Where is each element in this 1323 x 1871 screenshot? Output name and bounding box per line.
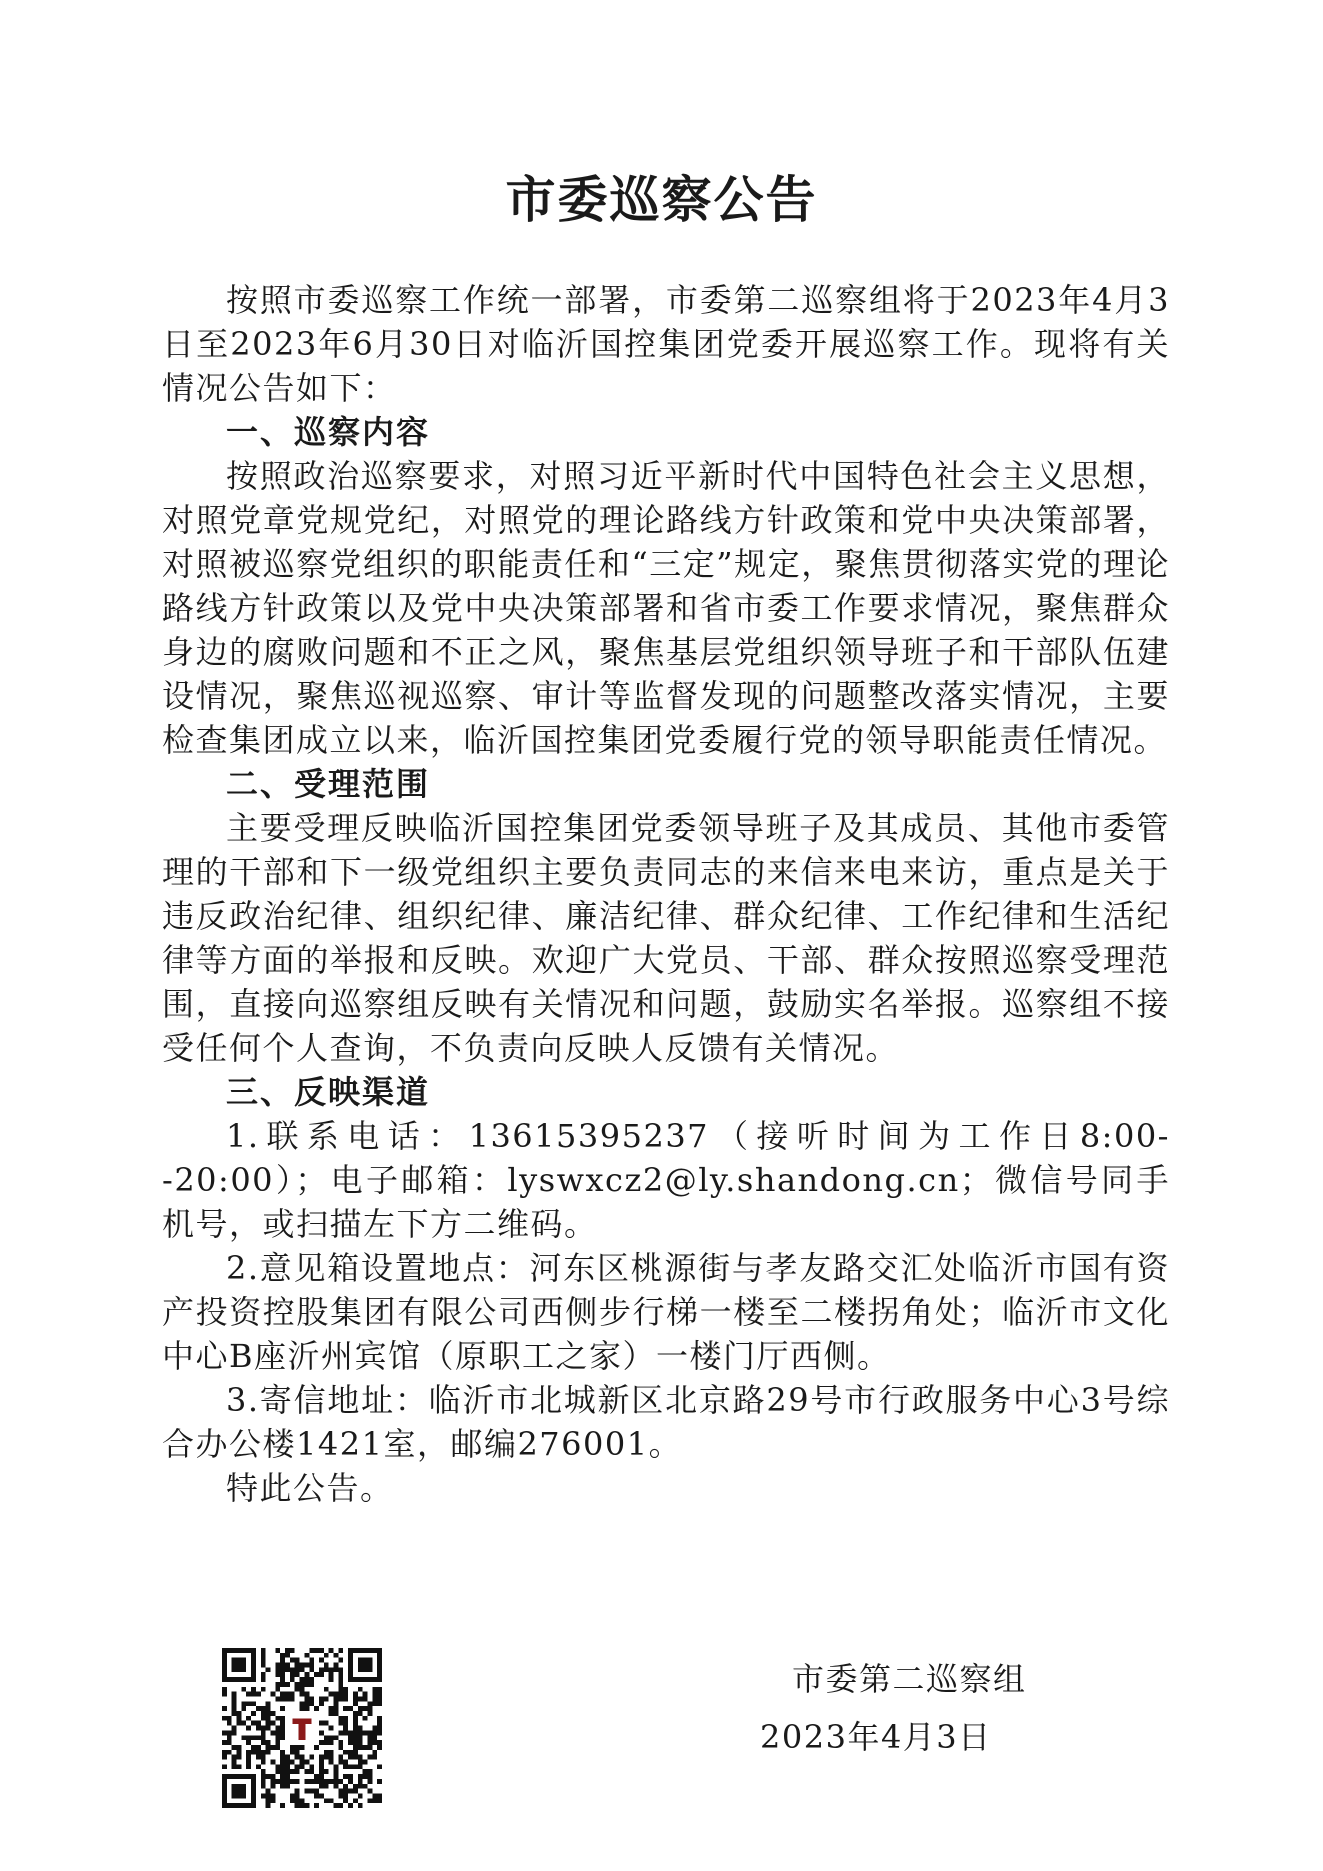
announcement-body	[162, 278, 1170, 1510]
closing-text: 特此公告。	[226, 1469, 394, 1507]
section-paragraph: 按照政治巡察要求，对照习近平新时代中国特色社会主义思想，对照党章党规党纪，对照党的理论路线方针政策和党中央决策部署，对照被巡察党组织的职能责任和“三定”规定，聚焦贯彻落实党的理论路线方针政策以及党中央决策部署和省市委工作要求情况，聚焦群众身边的腐败问题和不正之风，聚焦基层党组织领导班子和干部队伍建设情况，聚焦巡视巡察、审计等监督发现的问题整改落实情况，主要检查集团成立以来，临沂国控集团党委履行党的领导职能责任情况。	[162, 457, 1170, 759]
page-title: 市委巡察公告	[505, 170, 818, 229]
signature-date: 2023年4月3日	[760, 1718, 992, 1756]
intro-paragraph: 按照市委巡察工作统一部署，市委第二巡察组将于2023年4月3日至2023年6月30日对临沂国控集团党委开展巡察工作。现将有关情况公告如下：	[162, 281, 1170, 407]
section-paragraph: 主要受理反映临沂国控集团党委领导班子及其成员、其他市委管理的干部和下一级党组织主要负责同志的来信来电来访，重点是关于违反政治纪律、组织纪律、廉洁纪律、群众纪律、工作纪律和生活纪律等方面的举报和反映。欢迎广大党员、干部、群众按照巡察受理范围，直接向巡察组反映有关情况和问题，鼓励实名举报。巡察组不接受任何个人查询，不负责向反映人反馈有关情况。	[162, 809, 1170, 1067]
contact-phone-email-paragraph: 1.联系电话：13615395237（接听时间为工作日8:00--20:00）；电子邮箱：lyswxcz2@ly.shandong.cn；微信号同手机号，或扫描左下方二维码。	[162, 1117, 1170, 1243]
qr-code-icon[interactable]	[222, 1648, 382, 1808]
mailing-address-paragraph: 3.寄信地址：临沂市北城新区北京路29号市行政服务中心3号综合办公楼1421室，邮编276001。	[162, 1381, 1170, 1463]
section-heading-scope: 二、受理范围	[226, 765, 431, 803]
section-heading-inspection-content: 一、巡察内容	[226, 413, 431, 451]
suggestion-box-paragraph: 2.意见箱设置地点：河东区桃源街与孝友路交汇处临沂市国有资产投资控股集团有限公司西侧步行梯一楼至二楼拐角处；临沂市文化中心B座沂州宾馆（原职工之家）一楼门厅西侧。	[162, 1249, 1170, 1375]
signature-block	[760, 1650, 1090, 1766]
signature-org: 市委第二巡察组	[792, 1660, 1027, 1698]
section-heading-channels: 三、反映渠道	[226, 1073, 431, 1111]
